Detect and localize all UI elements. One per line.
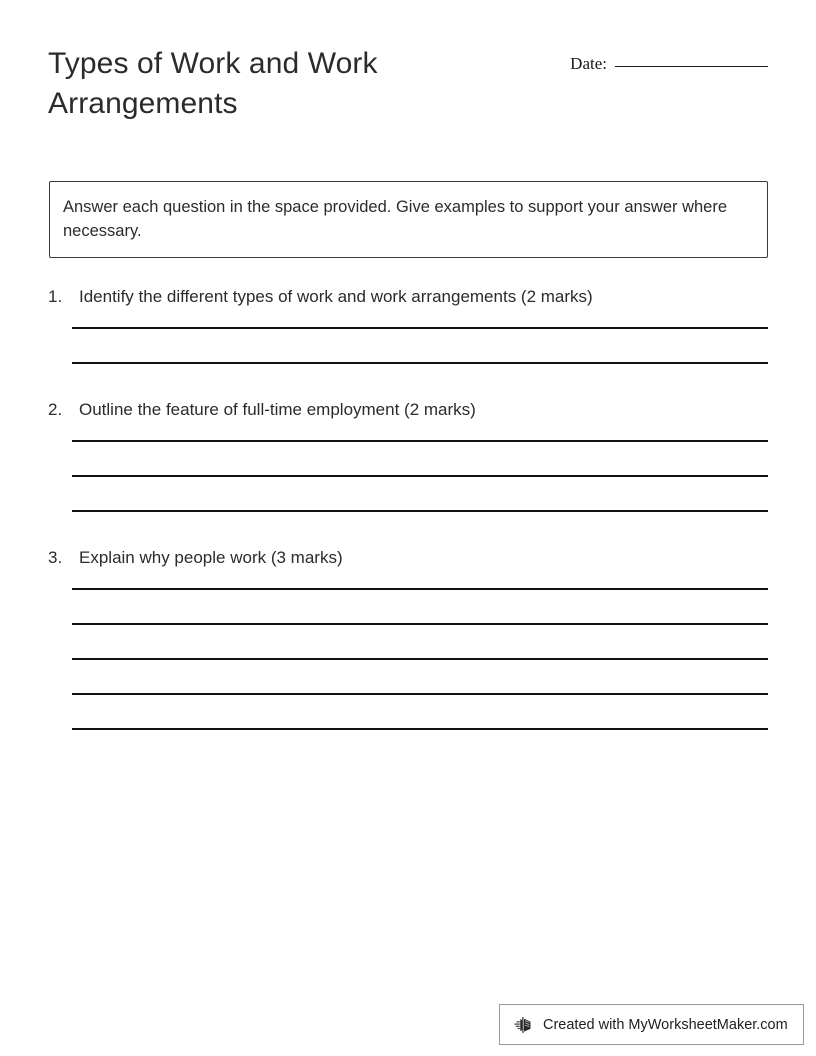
question-item-2 bbox=[48, 397, 768, 512]
answer-line[interactable] bbox=[72, 510, 768, 512]
date-input-line[interactable] bbox=[615, 66, 768, 67]
answer-line[interactable] bbox=[72, 588, 768, 590]
question-text-1: Identify the different types of work and work arrangements (2 marks) bbox=[79, 287, 593, 306]
question-heading-2 bbox=[48, 397, 768, 423]
answer-lines-2 bbox=[72, 423, 768, 512]
answer-line[interactable] bbox=[72, 693, 768, 695]
answer-line[interactable] bbox=[72, 327, 768, 329]
worksheet-maker-logo-icon bbox=[512, 1014, 534, 1036]
question-spacer bbox=[48, 364, 768, 397]
question-number-3: 3. bbox=[48, 548, 63, 567]
question-number-2: 2. bbox=[48, 400, 63, 419]
worksheet-maker-badge[interactable] bbox=[499, 1004, 804, 1045]
worksheet-header bbox=[48, 44, 768, 140]
question-text-2: Outline the feature of full-time employment (2 marks) bbox=[79, 400, 476, 419]
answer-line[interactable] bbox=[72, 658, 768, 660]
question-item-3 bbox=[48, 545, 768, 730]
answer-lines-3 bbox=[72, 571, 768, 730]
question-text-3: Explain why people work (3 marks) bbox=[79, 548, 343, 567]
questions-list bbox=[48, 284, 768, 730]
date-field[interactable] bbox=[570, 54, 768, 74]
page-title: Types of Work and Work Arrangements bbox=[48, 47, 378, 120]
answer-line[interactable] bbox=[72, 362, 768, 364]
question-heading-3 bbox=[48, 545, 768, 571]
date-label: Date: bbox=[570, 54, 607, 73]
answer-line[interactable] bbox=[72, 475, 768, 477]
instructions-text: Answer each question in the space provided. Give examples to support your answer where necessary. bbox=[63, 198, 728, 240]
answer-line[interactable] bbox=[72, 728, 768, 730]
answer-line[interactable] bbox=[72, 623, 768, 625]
question-spacer bbox=[48, 512, 768, 545]
question-heading-1 bbox=[48, 284, 768, 310]
question-item-1 bbox=[48, 284, 768, 364]
footer-badge-text: Created with MyWorksheetMaker.com bbox=[543, 1016, 788, 1033]
question-number-1: 1. bbox=[48, 287, 63, 306]
answer-lines-1 bbox=[72, 310, 768, 364]
answer-line[interactable] bbox=[72, 440, 768, 442]
instructions-box bbox=[49, 181, 768, 258]
